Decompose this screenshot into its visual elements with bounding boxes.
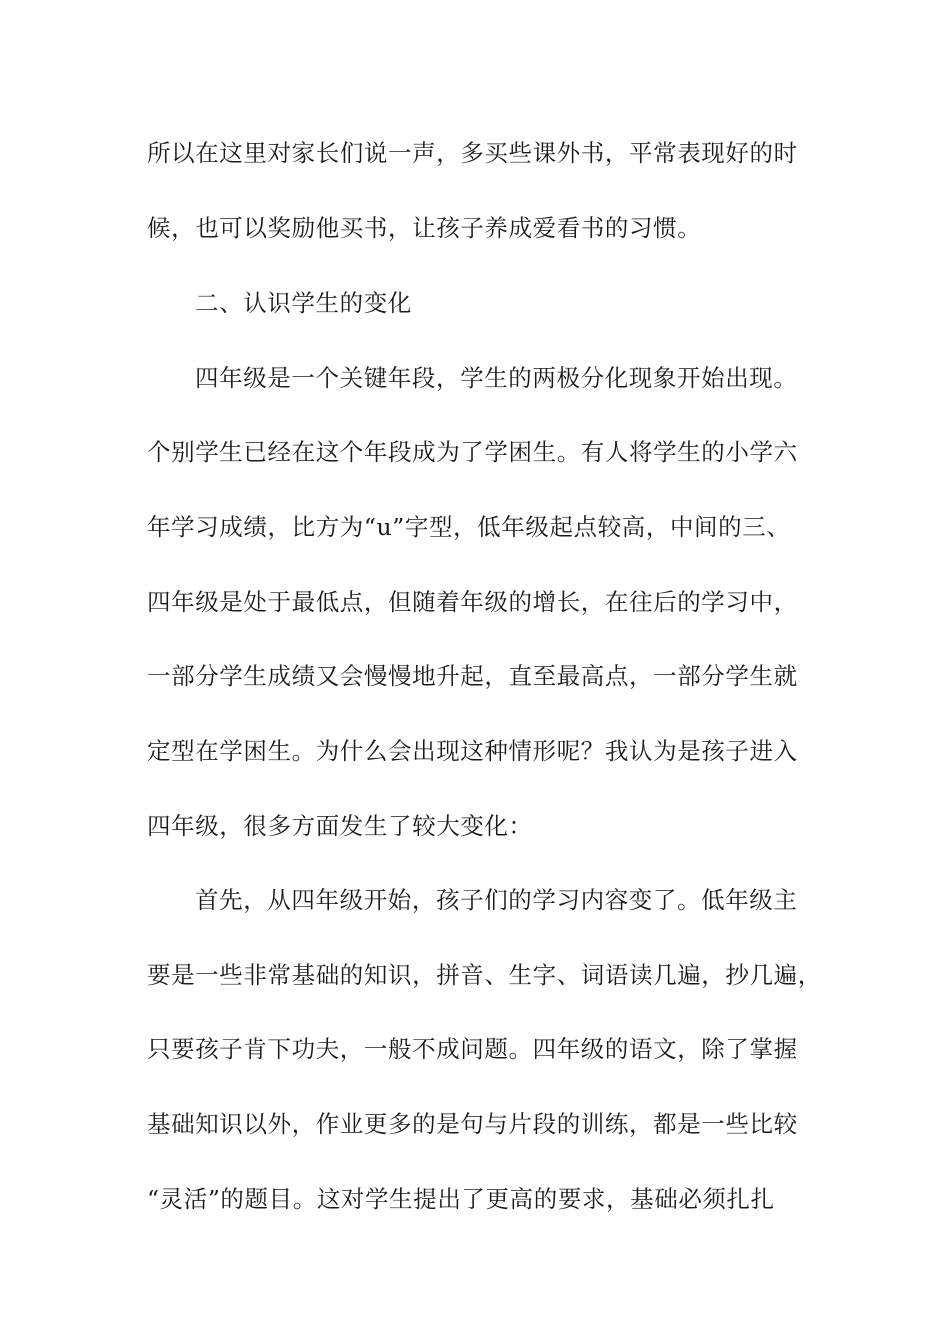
text-line: 四年级是处于最低点，但随着年级的增长，在往后的学习中， (147, 588, 798, 616)
section-heading: 二、认识学生的变化 (195, 289, 412, 317)
paragraph-first-line: 四年级是一个关键年段，学生的两极分化现象开始出现。 (195, 364, 798, 392)
text-line: 只要孩子肯下功夫，一般不成问题。四年级的语文，除了掌握 (147, 1035, 798, 1063)
text-line: 个别学生已经在这个年段成为了学困生。有人将学生的小学六 (147, 438, 798, 466)
text-line: 候，也可以奖励他买书，让孩子养成爱看书的习惯。 (147, 214, 702, 242)
text-line: “灵活”的题目。这对学生提出了更高的要求，基础必须扎扎 (147, 1185, 775, 1213)
text-line: 年学习成绩，比方为“u”字型，低年级起点较高，中间的三、 (147, 513, 791, 541)
text-line: 基础知识以外，作业更多的是句与片段的训练，都是一些比较 (147, 1110, 798, 1138)
text-line: 定型在学困生。为什么会出现这种情形呢？我认为是孩子进入 (147, 737, 798, 765)
text-line: 一部分学生成绩又会慢慢地升起，直至最高点，一部分学生就 (147, 662, 798, 690)
text-line: 四年级，很多方面发生了较大变化： (147, 812, 533, 840)
paragraph-first-line: 首先，从四年级开始，孩子们的学习内容变了。低年级主 (195, 886, 798, 914)
text-line: 要是一些非常基础的知识，拼音、生字、词语读几遍，抄几遍， (147, 961, 822, 989)
text-line: 所以在这里对家长们说一声，多买些课外书，平常表现好的时 (147, 139, 798, 167)
